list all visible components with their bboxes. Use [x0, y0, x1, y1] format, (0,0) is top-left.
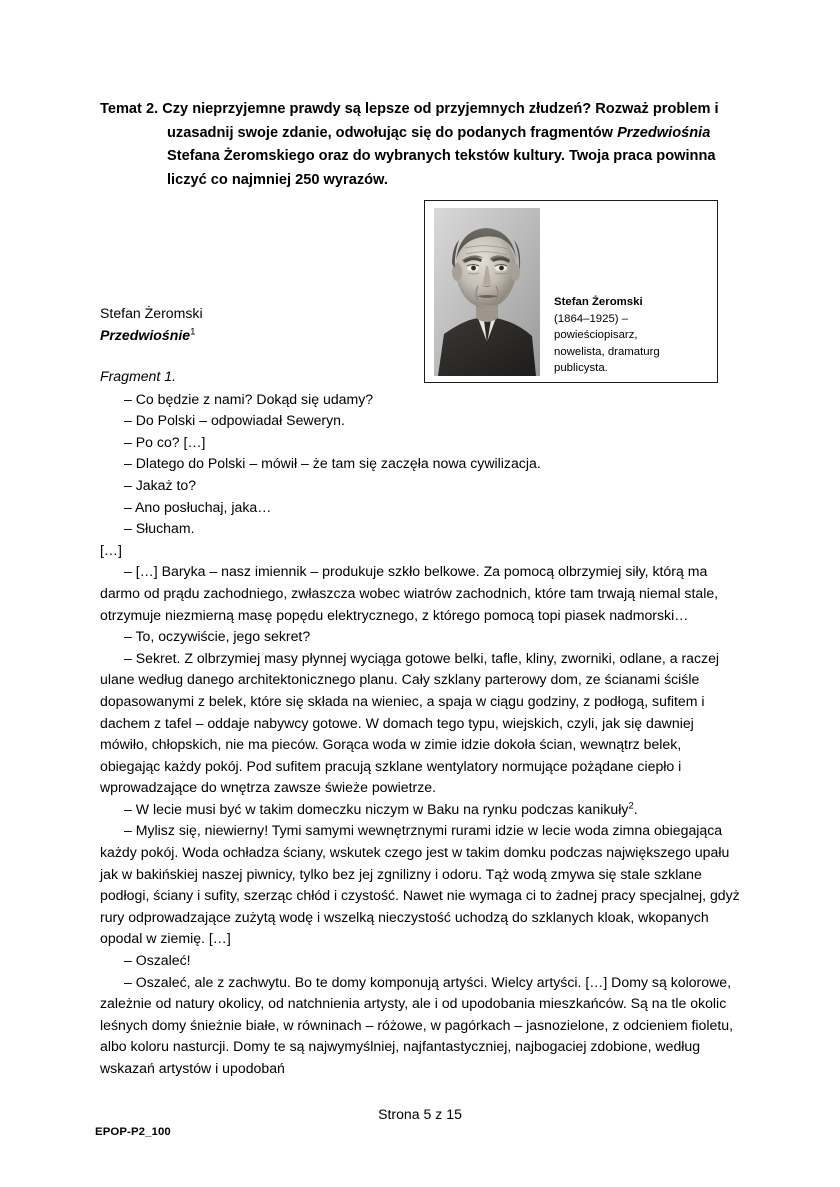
- topic-work-title: Przedwiośnia: [617, 124, 711, 141]
- fragment-body: [100, 366, 740, 1080]
- source-author: Stefan Żeromski: [100, 305, 203, 321]
- caption-role-3: publicysta.: [554, 362, 608, 375]
- paragraph-sekret: – Sekret. Z olbrzymiej masy płynnej wyciąga gotowe belki, tafle, kliny, zworniki, odlane, a raczej ulane według danego architektonicznego planu. Cały szklany parterowy dom, ze ścianami ściśle dopasowanymi z belek, które się składa na wieniec, a spaja w ciągu godziny, z podłogą, sufitem i dachem z tafel – oddaje nabywcy gotowe. W domach tego typu, wiejskich, czyli, jak się dawniej mówiło, chłopskich, nie ma pieców. Gorąca woda w zimie idzie dokoła ścian, wewnątrz belek, obiegając każdy pokój. Pod sufitem pracują szklane wentylatory normujące pożądane ciepło i wprowadzające do wnętrza zawsze świeże powietrze.: [100, 649, 720, 796]
- ellipsis-break: […]: [100, 541, 122, 558]
- topic-line-2: problem i uzasadnij swoje zdanie, odwołując się do podanych fragmentów: [167, 101, 719, 141]
- dialogue-line: – Dlatego do Polski – mówił – że tam się zaczęła nowa cywilizacja.: [124, 455, 541, 472]
- paragraph-w-lecie: [100, 799, 740, 821]
- paragraph-sekret-question: – To, oczywiście, jego sekret?: [124, 628, 311, 645]
- caption-life-dates: (1864–1925) –: [554, 312, 629, 325]
- topic-line-4: Twoja praca powinna liczyć co najmniej 250 wyrazów.: [167, 148, 716, 188]
- topic-line-1: Czy nieprzyjemne prawdy są lepsze od przyjemnych złudzeń? Rozważ: [162, 101, 649, 117]
- caption-role-2: nowelista, dramaturg: [554, 345, 660, 358]
- dialogue-line: – Co będzie z nami? Dokąd się udamy?: [124, 390, 374, 407]
- figure-caption: [540, 208, 709, 377]
- dialogue-line: – Jakaż to?: [124, 476, 197, 493]
- footnote-marker-1: 1: [190, 325, 196, 337]
- dialogue-line: – Słucham.: [124, 520, 195, 537]
- paragraph-oszalec: – Oszaleć!: [124, 952, 191, 969]
- exam-code-footer: EPOP-P2_100: [95, 1126, 171, 1138]
- caption-role-1: powieściopisarz,: [554, 329, 638, 342]
- paragraph-oszalec-long: – Oszaleć, ale z zachwytu. Bo te domy komponują artyści. Wielcy artyści. […] Domy są kolorowe, zależnie od natury okolicy, od natchnienia artysty, ale i od upodobania mieszkańców. Są na tle okolic leśnych domy śnieżnie białe, w równinach – różowe, w pagórkach – jasnozielone, z odcieniem fioletu, albo koloru nasturcji. Domy te są najwymyślniej, najfantastyczniej, najbogaciej zdobione, według wskazań artystów i upodobań: [100, 973, 733, 1076]
- paragraph-w-lecie-text: – W lecie musi być w takim domeczku niczym w Baku na rynku podczas kanikuły: [124, 800, 629, 817]
- fragment-label: Fragment 1.: [100, 368, 176, 384]
- portrait-photo-zeromski: [434, 208, 540, 376]
- page-number-footer: Strona 5 z 15: [378, 1106, 462, 1122]
- paragraph-baryka: – […] Baryka – nasz imiennik – produkuje szkło belkowe. Za pomocą olbrzymiej siły, którą ma darmo od prądu zachodniego, zwłaszcza wobec wiatrów zachodnich, które tam trwają niemal stale, otrzymuje niezmierną masę popędu elektrycznego, z którego pomocą topi piasek nadmorski…: [100, 563, 719, 623]
- source-attribution: [100, 303, 203, 346]
- paragraph-mylisz-sie: – Mylisz się, niewierny! Tymi samymi wewnętrznymi rurami idzie w lecie woda zimna obiegająca każdy pokój. Woda ochładza ściany, wskutek czego jest w takim domku podczas największego upału jak w bakińskiej naszej piwnicy, tylko bez jej zgnilizny i odoru. Tąż wodą zmywa się stale szklane podłogi, ściany i sufity, szerząc chłód i czystość. Nawet nie wymaga ci to żadnej pracy specjalnej, gdyż rury odprowadzające zużytą wodę i wszelką nieczystość uchodzą do szklanych kloak, wkopanych opodal w ziemię. […]: [100, 822, 740, 947]
- caption-author-name: Stefan Żeromski: [554, 296, 643, 308]
- author-figure-box: [424, 200, 718, 383]
- source-work-title: [100, 325, 203, 347]
- topic-line-3-rest: Stefana Żeromskiego oraz do wybranych tekstów kultury.: [167, 148, 565, 164]
- topic-heading: [100, 98, 740, 192]
- dialogue-line: – Ano posłuchaj, jaka…: [124, 498, 272, 515]
- dialogue-line: – Po co? […]: [124, 433, 206, 450]
- dialogue-line: – Do Polski – odpowiadał Seweryn.: [124, 412, 345, 429]
- paragraph-w-lecie-period: .: [633, 800, 638, 817]
- source-title-text: Przedwiośnie: [100, 326, 191, 343]
- footnote-marker-2: 2: [628, 800, 634, 812]
- topic-number: Temat 2.: [100, 101, 159, 117]
